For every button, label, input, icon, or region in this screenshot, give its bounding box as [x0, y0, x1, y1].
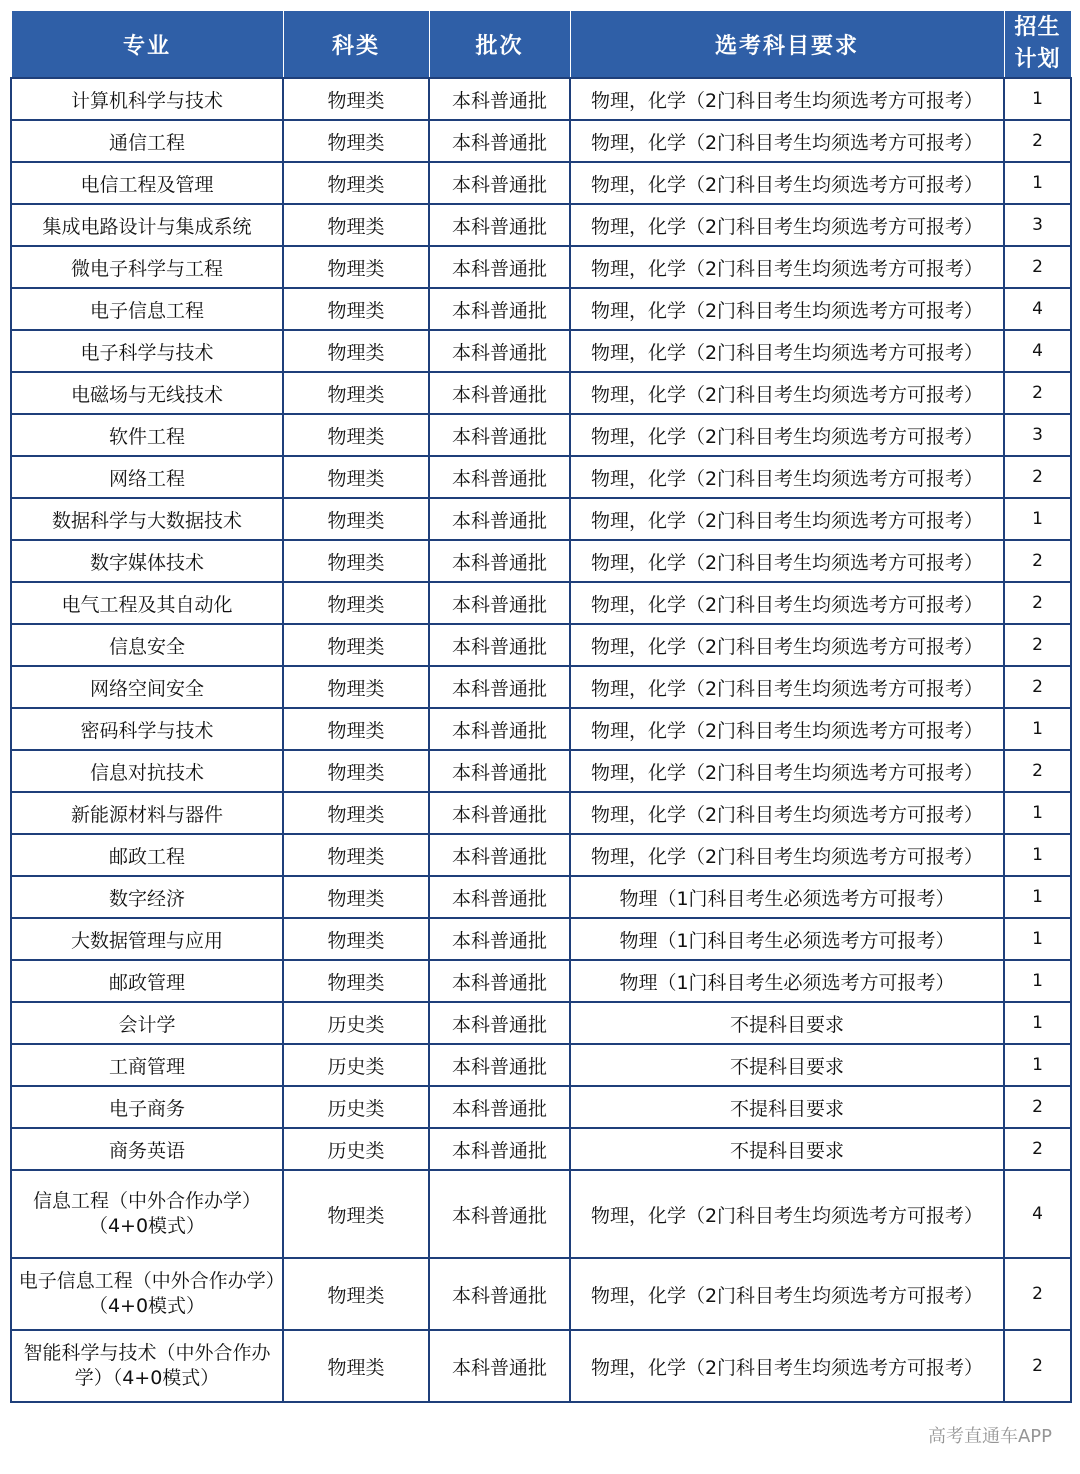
cell-category: 物理类	[283, 1258, 429, 1330]
cell-category: 物理类	[283, 582, 429, 624]
table-row	[11, 624, 1071, 666]
table-row	[11, 540, 1071, 582]
cell-batch: 本科普通批	[429, 876, 570, 918]
cell-batch: 本科普通批	[429, 624, 570, 666]
cell-major: 新能源材料与器件	[11, 792, 283, 834]
cell-major: 信息安全	[11, 624, 283, 666]
table-body	[11, 78, 1071, 1402]
cell-plan: 1	[1004, 1002, 1071, 1044]
cell-category: 物理类	[283, 288, 429, 330]
cell-plan: 1	[1004, 960, 1071, 1002]
table-row	[11, 120, 1071, 162]
header-major: 专业	[11, 11, 283, 79]
cell-major: 邮政工程	[11, 834, 283, 876]
cell-major: 网络空间安全	[11, 666, 283, 708]
cell-major: 信息工程（中外合作办学）（4+0模式）	[11, 1170, 283, 1258]
table-row	[11, 288, 1071, 330]
table-row	[11, 666, 1071, 708]
cell-major: 计算机科学与技术	[11, 78, 283, 120]
cell-category: 物理类	[283, 456, 429, 498]
cell-subject-requirement: 物理，化学（2门科目考生均须选考方可报考）	[570, 582, 1004, 624]
cell-batch: 本科普通批	[429, 1128, 570, 1170]
cell-major: 信息对抗技术	[11, 750, 283, 792]
admission-plan-table	[10, 10, 1072, 1403]
cell-plan: 2	[1004, 1330, 1071, 1402]
table-row	[11, 498, 1071, 540]
cell-major: 电磁场与无线技术	[11, 372, 283, 414]
cell-plan: 1	[1004, 1044, 1071, 1086]
cell-subject-requirement: 物理，化学（2门科目考生均须选考方可报考）	[570, 204, 1004, 246]
header-plan-line-1: 招生	[1014, 15, 1061, 40]
cell-plan: 2	[1004, 666, 1071, 708]
cell-category: 历史类	[283, 1086, 429, 1128]
cell-batch: 本科普通批	[429, 1258, 570, 1330]
cell-category: 物理类	[283, 414, 429, 456]
cell-batch: 本科普通批	[429, 414, 570, 456]
table-row	[11, 414, 1071, 456]
cell-plan: 1	[1004, 834, 1071, 876]
table-row	[11, 582, 1071, 624]
table-row	[11, 162, 1071, 204]
cell-subject-requirement: 不提科目要求	[570, 1128, 1004, 1170]
cell-major: 电信工程及管理	[11, 162, 283, 204]
cell-batch: 本科普通批	[429, 372, 570, 414]
cell-subject-requirement: 物理，化学（2门科目考生均须选考方可报考）	[570, 456, 1004, 498]
header-plan-line-2: 计划	[1014, 47, 1061, 72]
table-row	[11, 330, 1071, 372]
cell-category: 物理类	[283, 540, 429, 582]
header-batch: 批次	[429, 11, 570, 79]
cell-subject-requirement: 物理（1门科目考生必须选考方可报考）	[570, 918, 1004, 960]
cell-plan: 4	[1004, 1170, 1071, 1258]
cell-subject-requirement: 物理，化学（2门科目考生均须选考方可报考）	[570, 498, 1004, 540]
cell-plan: 2	[1004, 624, 1071, 666]
cell-major: 数字经济	[11, 876, 283, 918]
cell-batch: 本科普通批	[429, 960, 570, 1002]
cell-plan: 2	[1004, 750, 1071, 792]
cell-plan: 2	[1004, 456, 1071, 498]
cell-batch: 本科普通批	[429, 540, 570, 582]
header-subject-requirement: 选考科目要求	[570, 11, 1004, 79]
cell-plan: 1	[1004, 876, 1071, 918]
cell-batch: 本科普通批	[429, 456, 570, 498]
cell-plan: 1	[1004, 918, 1071, 960]
cell-major: 商务英语	[11, 1128, 283, 1170]
cell-plan: 2	[1004, 372, 1071, 414]
table-row	[11, 1002, 1071, 1044]
cell-category: 历史类	[283, 1002, 429, 1044]
cell-subject-requirement: 物理，化学（2门科目考生均须选考方可报考）	[570, 834, 1004, 876]
cell-batch: 本科普通批	[429, 204, 570, 246]
cell-subject-requirement: 物理，化学（2门科目考生均须选考方可报考）	[570, 708, 1004, 750]
table-row	[11, 708, 1071, 750]
cell-plan: 2	[1004, 246, 1071, 288]
table-row	[11, 750, 1071, 792]
table-row	[11, 876, 1071, 918]
cell-major: 智能科学与技术（中外合作办学）（4+0模式）	[11, 1330, 283, 1402]
table-row	[11, 1044, 1071, 1086]
cell-batch: 本科普通批	[429, 78, 570, 120]
cell-subject-requirement: 物理，化学（2门科目考生均须选考方可报考）	[570, 288, 1004, 330]
table-row	[11, 1330, 1071, 1402]
cell-subject-requirement: 不提科目要求	[570, 1086, 1004, 1128]
watermark-text: 高考直通车APP	[927, 1426, 1052, 1447]
table-row	[11, 456, 1071, 498]
cell-plan: 1	[1004, 78, 1071, 120]
cell-category: 物理类	[283, 960, 429, 1002]
cell-subject-requirement: 物理，化学（2门科目考生均须选考方可报考）	[570, 330, 1004, 372]
cell-batch: 本科普通批	[429, 1170, 570, 1258]
table-row	[11, 918, 1071, 960]
cell-category: 历史类	[283, 1128, 429, 1170]
cell-subject-requirement: 物理，化学（2门科目考生均须选考方可报考）	[570, 120, 1004, 162]
cell-category: 物理类	[283, 666, 429, 708]
cell-batch: 本科普通批	[429, 288, 570, 330]
table-row	[11, 1170, 1071, 1258]
cell-major: 集成电路设计与集成系统	[11, 204, 283, 246]
table-row	[11, 204, 1071, 246]
cell-batch: 本科普通批	[429, 1330, 570, 1402]
cell-category: 物理类	[283, 750, 429, 792]
cell-batch: 本科普通批	[429, 750, 570, 792]
cell-batch: 本科普通批	[429, 582, 570, 624]
cell-plan: 3	[1004, 414, 1071, 456]
table-row	[11, 1258, 1071, 1330]
table-header-row	[11, 11, 1071, 79]
table-row	[11, 1086, 1071, 1128]
cell-plan: 4	[1004, 330, 1071, 372]
cell-major: 大数据管理与应用	[11, 918, 283, 960]
cell-batch: 本科普通批	[429, 666, 570, 708]
cell-batch: 本科普通批	[429, 1044, 570, 1086]
cell-subject-requirement: 物理，化学（2门科目考生均须选考方可报考）	[570, 1330, 1004, 1402]
cell-category: 物理类	[283, 792, 429, 834]
cell-batch: 本科普通批	[429, 120, 570, 162]
cell-major: 邮政管理	[11, 960, 283, 1002]
cell-plan: 3	[1004, 204, 1071, 246]
cell-plan: 1	[1004, 498, 1071, 540]
cell-major: 会计学	[11, 1002, 283, 1044]
cell-batch: 本科普通批	[429, 708, 570, 750]
cell-plan: 2	[1004, 1258, 1071, 1330]
cell-batch: 本科普通批	[429, 834, 570, 876]
cell-category: 物理类	[283, 120, 429, 162]
cell-batch: 本科普通批	[429, 498, 570, 540]
cell-category: 物理类	[283, 498, 429, 540]
cell-subject-requirement: 物理，化学（2门科目考生均须选考方可报考）	[570, 372, 1004, 414]
cell-subject-requirement: 物理，化学（2门科目考生均须选考方可报考）	[570, 1170, 1004, 1258]
cell-major: 电子科学与技术	[11, 330, 283, 372]
cell-plan: 2	[1004, 120, 1071, 162]
cell-subject-requirement: 物理，化学（2门科目考生均须选考方可报考）	[570, 792, 1004, 834]
cell-plan: 2	[1004, 582, 1071, 624]
header-enrollment-plan	[1004, 11, 1071, 79]
cell-subject-requirement: 物理（1门科目考生必须选考方可报考）	[570, 960, 1004, 1002]
cell-category: 物理类	[283, 918, 429, 960]
cell-category: 历史类	[283, 1044, 429, 1086]
cell-major: 电子商务	[11, 1086, 283, 1128]
cell-category: 物理类	[283, 330, 429, 372]
cell-major: 电子信息工程（中外合作办学）（4+0模式）	[11, 1258, 283, 1330]
cell-category: 物理类	[283, 162, 429, 204]
cell-major: 网络工程	[11, 456, 283, 498]
cell-category: 物理类	[283, 372, 429, 414]
cell-category: 物理类	[283, 78, 429, 120]
cell-subject-requirement: 不提科目要求	[570, 1044, 1004, 1086]
table-row	[11, 78, 1071, 120]
cell-major: 电子信息工程	[11, 288, 283, 330]
cell-major: 密码科学与技术	[11, 708, 283, 750]
cell-batch: 本科普通批	[429, 918, 570, 960]
table-container	[10, 10, 1070, 1403]
cell-subject-requirement: 物理，化学（2门科目考生均须选考方可报考）	[570, 666, 1004, 708]
cell-batch: 本科普通批	[429, 1086, 570, 1128]
cell-batch: 本科普通批	[429, 330, 570, 372]
cell-subject-requirement: 物理，化学（2门科目考生均须选考方可报考）	[570, 246, 1004, 288]
cell-major: 电气工程及其自动化	[11, 582, 283, 624]
cell-major: 软件工程	[11, 414, 283, 456]
cell-batch: 本科普通批	[429, 246, 570, 288]
cell-plan: 1	[1004, 162, 1071, 204]
cell-category: 物理类	[283, 1330, 429, 1402]
cell-plan: 2	[1004, 540, 1071, 582]
cell-major: 数字媒体技术	[11, 540, 283, 582]
table-row	[11, 792, 1071, 834]
cell-category: 物理类	[283, 246, 429, 288]
cell-category: 物理类	[283, 708, 429, 750]
cell-batch: 本科普通批	[429, 162, 570, 204]
cell-major: 数据科学与大数据技术	[11, 498, 283, 540]
cell-subject-requirement: 物理，化学（2门科目考生均须选考方可报考）	[570, 78, 1004, 120]
header-category: 科类	[283, 11, 429, 79]
table-row	[11, 246, 1071, 288]
cell-category: 物理类	[283, 204, 429, 246]
cell-subject-requirement: 物理，化学（2门科目考生均须选考方可报考）	[570, 162, 1004, 204]
cell-subject-requirement: 物理，化学（2门科目考生均须选考方可报考）	[570, 1258, 1004, 1330]
cell-category: 物理类	[283, 1170, 429, 1258]
cell-subject-requirement: 物理，化学（2门科目考生均须选考方可报考）	[570, 624, 1004, 666]
cell-subject-requirement: 物理（1门科目考生必须选考方可报考）	[570, 876, 1004, 918]
cell-plan: 1	[1004, 792, 1071, 834]
cell-major: 通信工程	[11, 120, 283, 162]
table-row	[11, 960, 1071, 1002]
cell-category: 物理类	[283, 834, 429, 876]
table-row	[11, 1128, 1071, 1170]
cell-batch: 本科普通批	[429, 1002, 570, 1044]
cell-plan: 4	[1004, 288, 1071, 330]
cell-category: 物理类	[283, 624, 429, 666]
cell-subject-requirement: 物理，化学（2门科目考生均须选考方可报考）	[570, 540, 1004, 582]
cell-batch: 本科普通批	[429, 792, 570, 834]
cell-plan: 1	[1004, 708, 1071, 750]
cell-plan: 2	[1004, 1086, 1071, 1128]
table-row	[11, 834, 1071, 876]
cell-subject-requirement: 不提科目要求	[570, 1002, 1004, 1044]
cell-major: 工商管理	[11, 1044, 283, 1086]
cell-subject-requirement: 物理，化学（2门科目考生均须选考方可报考）	[570, 414, 1004, 456]
table-row	[11, 372, 1071, 414]
cell-major: 微电子科学与工程	[11, 246, 283, 288]
cell-subject-requirement: 物理，化学（2门科目考生均须选考方可报考）	[570, 750, 1004, 792]
cell-category: 物理类	[283, 876, 429, 918]
cell-plan: 2	[1004, 1128, 1071, 1170]
